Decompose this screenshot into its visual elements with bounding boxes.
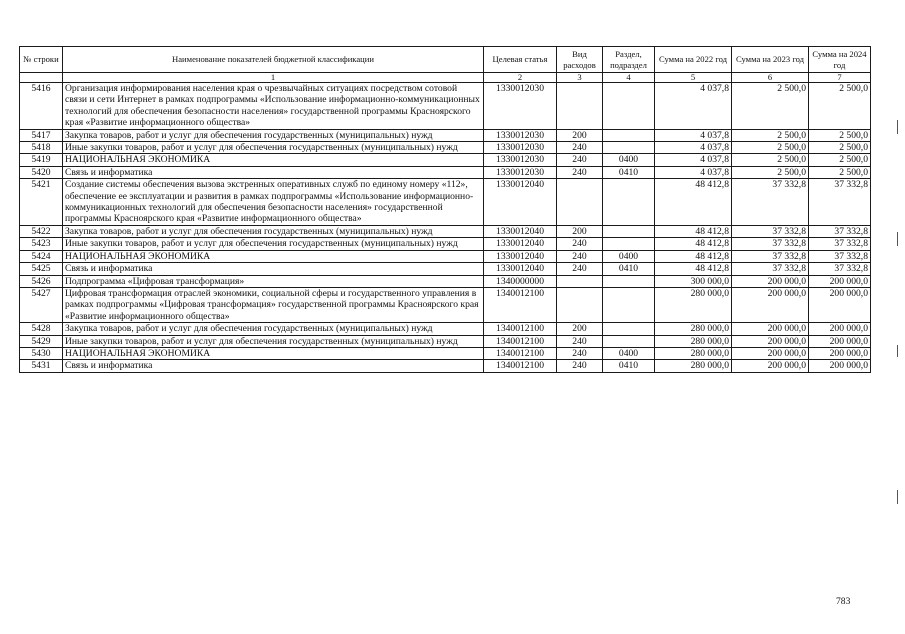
- row-sum-2024: 200 000,0: [809, 323, 871, 335]
- header-name: Наименование показателей бюджетной классификации: [63, 47, 484, 73]
- budget-table: [19, 46, 871, 373]
- column-number: [20, 73, 63, 83]
- row-name: Связь и информатика: [63, 360, 484, 372]
- row-number: 5424: [20, 250, 63, 262]
- row-name: Иные закупки товаров, работ и услуг для обеспечения государственных (муниципальных) нужд: [63, 335, 484, 347]
- row-name: НАЦИОНАЛЬНАЯ ЭКОНОМИКА: [63, 347, 484, 359]
- table-row: [20, 360, 871, 372]
- row-sum-2024: 37 332,8: [809, 263, 871, 275]
- row-number: 5422: [20, 225, 63, 237]
- row-expense-type: 200: [557, 323, 603, 335]
- header-sum-2023: Сумма на 2023 год: [732, 47, 809, 73]
- row-section: [603, 323, 655, 335]
- column-number: 7: [809, 73, 871, 83]
- row-sum-2023: 2 500,0: [732, 166, 809, 178]
- row-section: 0400: [603, 154, 655, 166]
- row-target-code: 1340012100: [484, 323, 557, 335]
- row-expense-type: 240: [557, 154, 603, 166]
- header-sum-2024: Сумма на 2024 год: [809, 47, 871, 73]
- row-target-code: 1330012040: [484, 179, 557, 226]
- row-target-code: 1340012100: [484, 347, 557, 359]
- row-target-code: 1330012040: [484, 263, 557, 275]
- row-expense-type: 240: [557, 250, 603, 262]
- row-target-code: 1340000000: [484, 275, 557, 287]
- row-expense-type: 240: [557, 347, 603, 359]
- row-sum-2024: 200 000,0: [809, 347, 871, 359]
- row-section: [603, 335, 655, 347]
- row-sum-2023: 200 000,0: [732, 335, 809, 347]
- header-row: [20, 47, 871, 73]
- row-sum-2024: 2 500,0: [809, 129, 871, 141]
- row-sum-2022: 48 412,8: [655, 250, 732, 262]
- row-number: 5428: [20, 323, 63, 335]
- column-number: 2: [484, 73, 557, 83]
- row-name: Закупка товаров, работ и услуг для обеспечения государственных (муниципальных) нужд: [63, 129, 484, 141]
- column-number: 4: [603, 73, 655, 83]
- table-row: [20, 142, 871, 154]
- margin-mark: [897, 345, 898, 357]
- row-target-code: 1330012030: [484, 166, 557, 178]
- table-row: [20, 225, 871, 237]
- row-number: 5421: [20, 179, 63, 226]
- row-sum-2023: 2 500,0: [732, 142, 809, 154]
- row-sum-2024: 2 500,0: [809, 142, 871, 154]
- table-row: [20, 179, 871, 226]
- row-name: Связь и информатика: [63, 263, 484, 275]
- row-number: 5419: [20, 154, 63, 166]
- row-expense-type: 240: [557, 335, 603, 347]
- row-sum-2023: 2 500,0: [732, 83, 809, 130]
- row-name: Иные закупки товаров, работ и услуг для обеспечения государственных (муниципальных) нужд: [63, 238, 484, 250]
- row-target-code: 1330012040: [484, 225, 557, 237]
- row-sum-2024: 2 500,0: [809, 83, 871, 130]
- margin-mark: [897, 120, 898, 134]
- row-sum-2022: 280 000,0: [655, 335, 732, 347]
- row-name: НАЦИОНАЛЬНАЯ ЭКОНОМИКА: [63, 250, 484, 262]
- row-sum-2024: 200 000,0: [809, 360, 871, 372]
- row-name: Цифровая трансформация отраслей экономики, социальной сферы и государственного управления в рамках подпрограммы «Цифровая трансформация» государственной программы Красноярского края «Развитие информационного общества»: [63, 287, 484, 322]
- column-number: 3: [557, 73, 603, 83]
- row-sum-2022: 280 000,0: [655, 287, 732, 322]
- row-sum-2022: 48 412,8: [655, 238, 732, 250]
- row-target-code: 1340012100: [484, 287, 557, 322]
- row-sum-2023: 37 332,8: [732, 238, 809, 250]
- row-target-code: 1330012030: [484, 129, 557, 141]
- row-sum-2024: 37 332,8: [809, 238, 871, 250]
- row-section: [603, 179, 655, 226]
- table-row: [20, 166, 871, 178]
- header-sum-2022: Сумма на 2022 год: [655, 47, 732, 73]
- row-target-code: 1330012040: [484, 238, 557, 250]
- row-sum-2022: 48 412,8: [655, 225, 732, 237]
- row-sum-2022: 48 412,8: [655, 179, 732, 226]
- row-sum-2024: 200 000,0: [809, 275, 871, 287]
- row-expense-type: 240: [557, 263, 603, 275]
- row-sum-2022: 300 000,0: [655, 275, 732, 287]
- row-name: Подпрограмма «Цифровая трансформация»: [63, 275, 484, 287]
- table-row: [20, 335, 871, 347]
- table-row: [20, 83, 871, 130]
- row-sum-2023: 37 332,8: [732, 225, 809, 237]
- margin-mark: [897, 490, 898, 504]
- row-number: 5426: [20, 275, 63, 287]
- table-row: [20, 323, 871, 335]
- row-section: [603, 142, 655, 154]
- row-expense-type: [557, 275, 603, 287]
- row-number: 5420: [20, 166, 63, 178]
- row-name: НАЦИОНАЛЬНАЯ ЭКОНОМИКА: [63, 154, 484, 166]
- column-number: 6: [732, 73, 809, 83]
- page-number: 783: [836, 596, 851, 607]
- row-section: [603, 275, 655, 287]
- row-name: Создание системы обеспечения вызова экстренных оперативных служб по единому номеру «112», обеспечение ее эксплуатации и развития в рамках подпрограммы «Использование информационно-коммуникационных технологий для обеспечения безопасности населения» государственной программы Красноярского края «Развитие информационного общества»: [63, 179, 484, 226]
- row-sum-2022: 4 037,8: [655, 154, 732, 166]
- row-target-code: 1330012030: [484, 83, 557, 130]
- row-sum-2024: 200 000,0: [809, 335, 871, 347]
- row-sum-2023: 37 332,8: [732, 263, 809, 275]
- row-name: Иные закупки товаров, работ и услуг для обеспечения государственных (муниципальных) нужд: [63, 142, 484, 154]
- row-number: 5416: [20, 83, 63, 130]
- row-number: 5431: [20, 360, 63, 372]
- table-row: [20, 154, 871, 166]
- row-expense-type: [557, 83, 603, 130]
- row-number: 5418: [20, 142, 63, 154]
- table-row: [20, 250, 871, 262]
- row-expense-type: [557, 287, 603, 322]
- row-section: [603, 287, 655, 322]
- row-sum-2023: 2 500,0: [732, 129, 809, 141]
- row-sum-2022: 4 037,8: [655, 142, 732, 154]
- row-sum-2023: 200 000,0: [732, 323, 809, 335]
- table-body: [20, 83, 871, 373]
- row-section: 0400: [603, 347, 655, 359]
- row-sum-2022: 4 037,8: [655, 129, 732, 141]
- column-number: 5: [655, 73, 732, 83]
- row-number: 5423: [20, 238, 63, 250]
- row-section: [603, 238, 655, 250]
- row-target-code: 1330012030: [484, 142, 557, 154]
- header-row-no: № строки: [20, 47, 63, 73]
- row-sum-2023: 200 000,0: [732, 347, 809, 359]
- table-row: [20, 275, 871, 287]
- row-section: [603, 129, 655, 141]
- row-sum-2023: 2 500,0: [732, 154, 809, 166]
- row-target-code: 1340012100: [484, 335, 557, 347]
- table-row: [20, 263, 871, 275]
- row-sum-2024: 37 332,8: [809, 225, 871, 237]
- row-section: 0410: [603, 166, 655, 178]
- row-sum-2023: 37 332,8: [732, 179, 809, 226]
- row-name: Организация информирования населения края о чрезвычайных ситуациях посредством сотовой связи и сети Интернет в рамках подпрограммы «Использование информационно-коммуникационных технологий для обеспечения безопасности населения» государственной программы Красноярского края «Развитие информационного общества»: [63, 83, 484, 130]
- row-target-code: 1330012040: [484, 250, 557, 262]
- row-number: 5425: [20, 263, 63, 275]
- row-section: 0400: [603, 250, 655, 262]
- row-sum-2022: 280 000,0: [655, 323, 732, 335]
- row-sum-2023: 200 000,0: [732, 287, 809, 322]
- row-sum-2024: 200 000,0: [809, 287, 871, 322]
- margin-mark: [897, 232, 898, 246]
- header-razdel: Раздел, подраздел: [603, 47, 655, 73]
- row-number: 5429: [20, 335, 63, 347]
- header-target: Целевая статья: [484, 47, 557, 73]
- row-expense-type: [557, 179, 603, 226]
- table-row: [20, 238, 871, 250]
- row-expense-type: 200: [557, 129, 603, 141]
- row-name: Закупка товаров, работ и услуг для обеспечения государственных (муниципальных) нужд: [63, 225, 484, 237]
- row-sum-2023: 200 000,0: [732, 360, 809, 372]
- row-target-code: 1330012030: [484, 154, 557, 166]
- row-sum-2024: 2 500,0: [809, 166, 871, 178]
- row-sum-2022: 4 037,8: [655, 83, 732, 130]
- row-sum-2024: 37 332,8: [809, 179, 871, 226]
- table-row: [20, 287, 871, 322]
- row-expense-type: 240: [557, 166, 603, 178]
- row-sum-2022: 4 037,8: [655, 166, 732, 178]
- table-row: [20, 129, 871, 141]
- row-sum-2023: 37 332,8: [732, 250, 809, 262]
- row-sum-2024: 37 332,8: [809, 250, 871, 262]
- row-number: 5417: [20, 129, 63, 141]
- row-section: 0410: [603, 360, 655, 372]
- row-sum-2023: 200 000,0: [732, 275, 809, 287]
- row-expense-type: 240: [557, 360, 603, 372]
- row-sum-2022: 280 000,0: [655, 360, 732, 372]
- row-section: 0410: [603, 263, 655, 275]
- table-row: [20, 347, 871, 359]
- row-expense-type: 200: [557, 225, 603, 237]
- row-section: [603, 225, 655, 237]
- row-expense-type: 240: [557, 142, 603, 154]
- row-sum-2024: 2 500,0: [809, 154, 871, 166]
- row-expense-type: 240: [557, 238, 603, 250]
- row-target-code: 1340012100: [484, 360, 557, 372]
- row-sum-2022: 48 412,8: [655, 263, 732, 275]
- row-number: 5430: [20, 347, 63, 359]
- row-sum-2022: 280 000,0: [655, 347, 732, 359]
- column-number-row: [20, 73, 871, 83]
- row-number: 5427: [20, 287, 63, 322]
- column-number: 1: [63, 73, 484, 83]
- header-vid: Вид расходов: [557, 47, 603, 73]
- row-name: Закупка товаров, работ и услуг для обеспечения государственных (муниципальных) нужд: [63, 323, 484, 335]
- row-section: [603, 83, 655, 130]
- row-name: Связь и информатика: [63, 166, 484, 178]
